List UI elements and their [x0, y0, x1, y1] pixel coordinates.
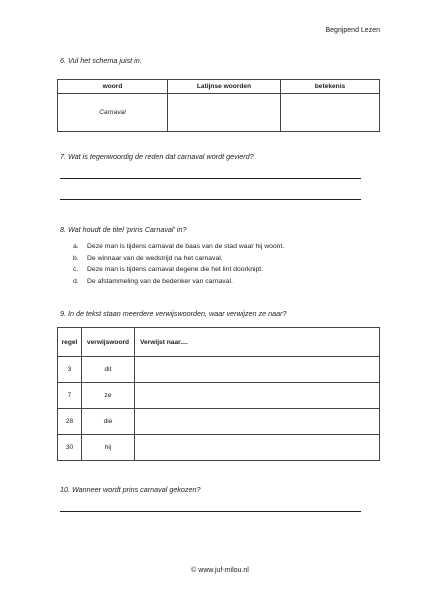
table-row [58, 435, 380, 461]
question-8: 8. Wat houdt de titel 'prins Carnaval' in? [60, 225, 187, 234]
cell-regel: 3 [58, 357, 82, 383]
table-header-row [58, 80, 380, 94]
reference-table [57, 327, 380, 461]
option-b[interactable]: b. De winnaar van de wedstrijd na het carnaval. [73, 254, 223, 262]
table-row [58, 94, 380, 132]
cell-betekenis[interactable] [281, 94, 380, 132]
cell-verwijswoord: hij [82, 435, 135, 461]
answer-line-7a[interactable] [60, 178, 361, 179]
header-subject: Begrijpend Lezen [325, 27, 380, 34]
table-header-row [58, 328, 380, 357]
question-9: 9. In de tekst staan meerdere verwijswoorden, waar verwijzen ze naar? [60, 309, 287, 318]
option-c[interactable]: c. Deze man is tijdens carnaval degene die het lint doorknipt. [73, 266, 264, 273]
cell-verwijswoord: die [82, 409, 135, 435]
cell-regel: 28 [58, 409, 82, 435]
question-10: 10. Wanneer wordt prins carnaval gekozen? [60, 485, 201, 494]
option-d[interactable]: d. De afstammeling van de bedenker van carnaval. [73, 277, 233, 285]
option-a[interactable]: a. Deze man is tijdens carnaval de baas van de stad waar hij woont. [73, 243, 285, 250]
table-row [58, 409, 380, 435]
cell-regel: 7 [58, 383, 82, 409]
cell-verwijst-naar[interactable] [135, 409, 380, 435]
table-row [58, 383, 380, 409]
cell-woord: Carnaval [58, 94, 168, 132]
cell-latijnse-woorden[interactable] [168, 94, 281, 132]
header-verwijst-naar: Verwijst naar.... [135, 328, 380, 357]
cell-regel: 30 [58, 435, 82, 461]
schema-table [57, 79, 380, 132]
cell-verwijst-naar[interactable] [135, 435, 380, 461]
footer-copyright: © www.juf-milou.nl [191, 567, 249, 574]
cell-verwijst-naar[interactable] [135, 383, 380, 409]
cell-verwijswoord: ze [82, 383, 135, 409]
cell-verwijswoord: dit [82, 357, 135, 383]
header-woord: woord [58, 80, 168, 94]
answer-line-7b[interactable] [60, 199, 361, 200]
question-7: 7. Wat is tegenwoordig de reden dat carnaval wordt gevierd? [60, 152, 254, 161]
question-6: 6. Vul het schema juist in. [60, 56, 142, 65]
header-latijnse-woorden: Latijnse woorden [168, 80, 281, 94]
options-list [73, 241, 284, 287]
cell-verwijst-naar[interactable] [135, 357, 380, 383]
answer-line-10[interactable] [60, 511, 361, 512]
header-regel: regel [58, 328, 82, 357]
header-betekenis: betekenis [281, 80, 380, 94]
header-verwijswoord: verwijswoord [82, 328, 135, 357]
table-row [58, 357, 380, 383]
